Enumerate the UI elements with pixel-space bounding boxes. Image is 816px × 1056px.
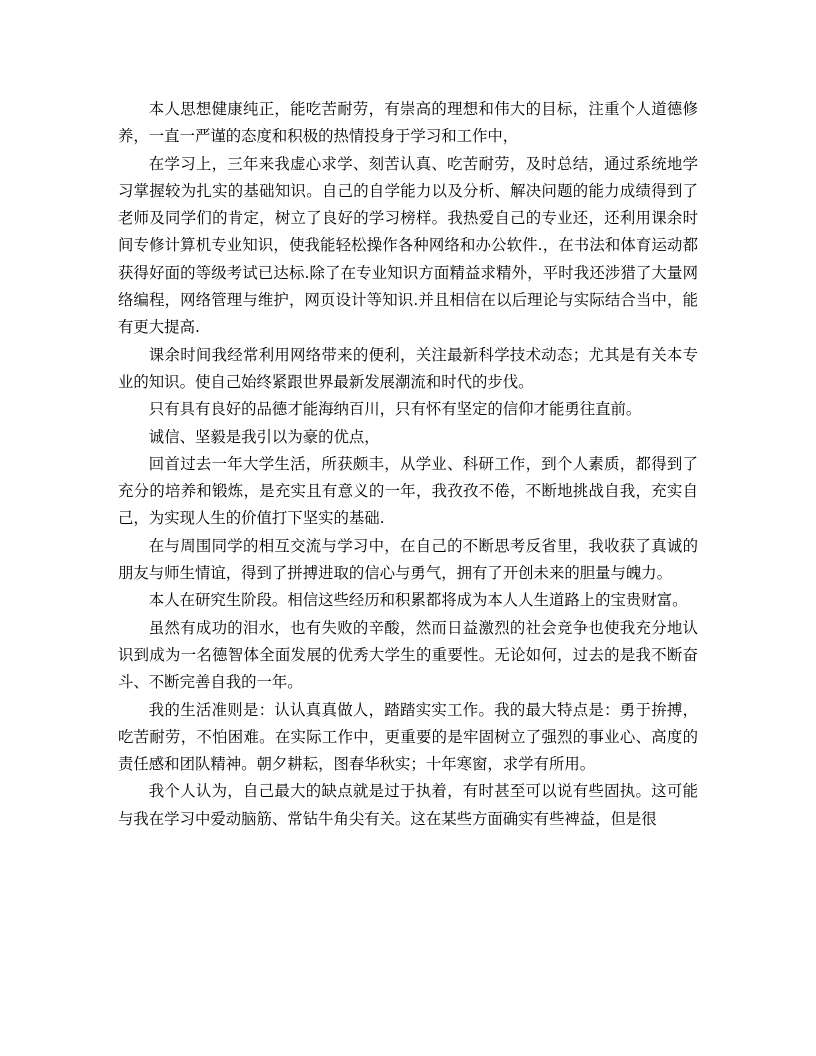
paragraph: 虽然有成功的泪水，也有失败的辛酸，然而日益激烈的社会竞争也使我充分地认识到成为一名德智体全面发展的优秀大学生的重要性。无论如何，过去的是我不断奋斗、不断完善自我的一年。 <box>118 618 698 692</box>
paragraph: 在学习上，三年来我虚心求学、刻苦认真、吃苦耐劳，及时总结，通过系统地学习掌握较为扎实的基础知识。自己的自学能力以及分析、解决问题的能力成绩得到了老师及同学们的肯定，树立了良好的学习榜样。我热爱自己的专业还，还利用课余时间专修计算机专业知识，使我能轻松操作各种网络和办公软件.，在书法和体育运动都获得好面的等级考试已达标.除了在专业知识方面精益求精外，平时我还涉猎了大量网络编程，网络管理与维护，网页设计等知识.并且相信在以后理论与实际结合当中，能有更大提高. <box>118 154 698 337</box>
paragraph: 诚信、坚毅是我引以为豪的优点， <box>148 427 380 446</box>
document-page <box>118 96 698 833</box>
paragraph: 课余时间我经常利用网络带来的便利，关注最新科学技术动态；尤其是有关本专业的知识。使自己始终紧跟世界最新发展潮流和时代的步伐。 <box>118 345 698 391</box>
paragraph: 本人思想健康纯正，能吃苦耐劳，有崇高的理想和伟大的目标，注重个人道德修养，一直一严谨的态度和积极的热情投身于学习和工作中， <box>118 100 698 146</box>
paragraph: 回首过去一年大学生活，所获颇丰，从学业、科研工作，到个人素质，都得到了充分的培养和锻炼，是充实且有意义的一年，我孜孜不倦，不断地挑战自我，充实自己，为实现人生的价值打下坚实的基础. <box>118 454 698 528</box>
paragraph: 我个人认为，自己最大的缺点就是过于执着，有时甚至可以说有些固执。这可能与我在学习中爱动脑筋、常钻牛角尖有关。这在某些方面确实有些裨益，但是很 <box>118 782 698 828</box>
paragraph: 在与周围同学的相互交流与学习中，在自己的不断思考反省里，我收获了真诚的朋友与师生情谊，得到了拼搏进取的信心与勇气，拥有了开创未来的胆量与魄力。 <box>118 536 698 583</box>
paragraph: 只有具有良好的品德才能海纳百川，只有怀有坚定的信仰才能勇往直前。 <box>148 400 642 419</box>
paragraph: 我的生活准则是：认认真真做人，踏踏实实工作。我的最大特点是：勇于拚搏，吃苦耐劳，不怕困难。在实际工作中，更重要的是牢固树立了强烈的事业心、高度的责任感和团队精神。朝夕耕耘，图春华秋实；十年寒窗，求学有所用。 <box>118 700 698 774</box>
paragraph: 本人在研究生阶段。相信这些经历和积累都将成为本人人生道路上的宝贵财富。 <box>148 591 688 610</box>
